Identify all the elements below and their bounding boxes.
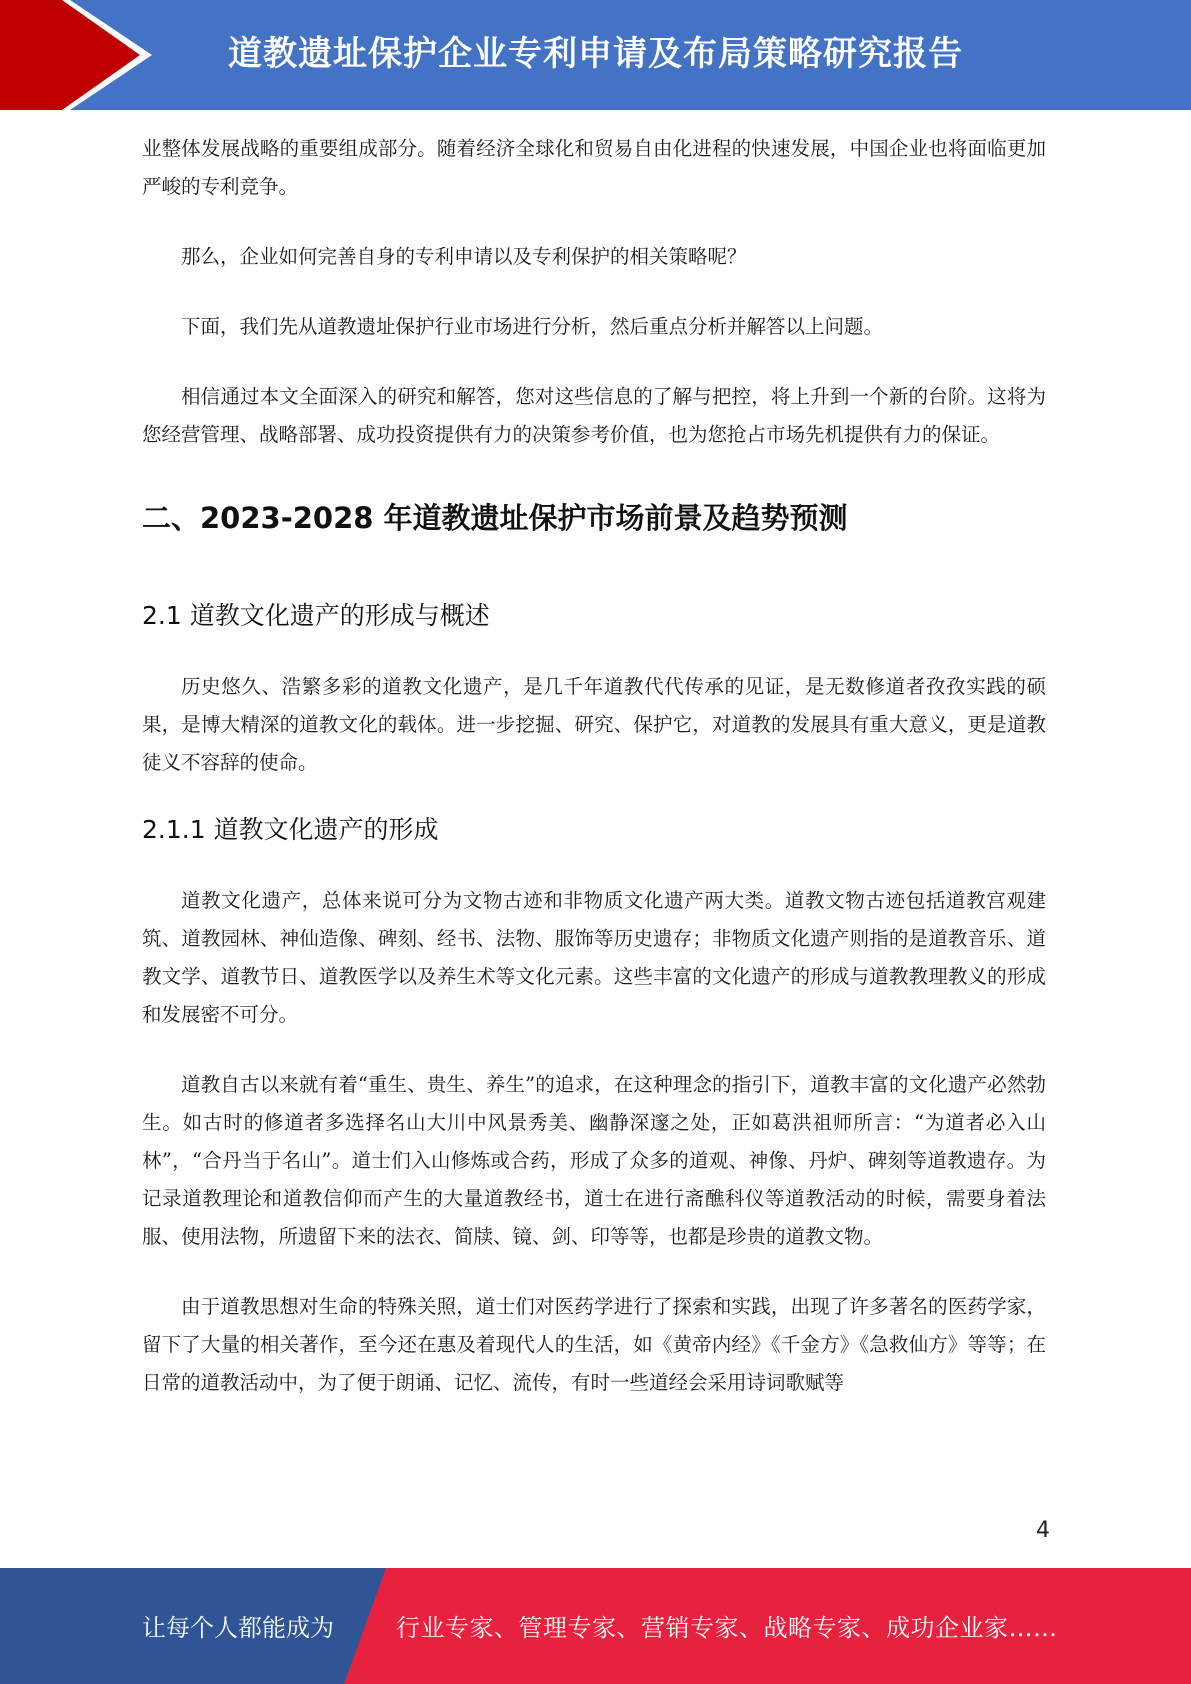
paragraph-question: 那么，企业如何完善自身的专利申请以及专利保护的相关策略呢？ (181, 245, 747, 268)
paragraph-value: 相信通过本文全面深入的研究和解答，您对这些信息的了解与把控，将上升到一个新的台阶。这将为您经营管理、战略部署、成功投资提供有力的决策参考价值，也为您抢占市场先机提供有力的保证。 (142, 385, 1046, 446)
page-number: 4 (1036, 1518, 1050, 1543)
subsection-heading-2-1: 2.1 道教文化遗产的形成与概述 (142, 601, 490, 630)
paragraph-overview: 历史悠久、浩繁多彩的道教文化遗产，是几千年道教代代传承的见证，是无数修道者孜孜实践的硕果，是博大精深的道教文化的载体。进一步挖掘、研究、保护它，对道教的发展具有重大意义，更是道教徒义不容辞的使命。 (142, 675, 1046, 774)
footer-slogan-left: 让每个人都能成为 (142, 1614, 334, 1642)
footer-slogan-right: 行业专家、管理专家、营销专家、战略专家、成功企业家…… (396, 1614, 1058, 1642)
document-body (142, 130, 1046, 1402)
section-heading: 二、2023-2028 年道教遗址保护市场前景及趋势预测 (142, 501, 848, 535)
subsection-heading-2-1-1: 2.1.1 道教文化遗产的形成 (142, 815, 439, 844)
page-footer (0, 1568, 1191, 1684)
paragraph-heritage-origin: 道教自古以来就有着“重生、贵生、养生”的追求，在这种理念的指引下，道教丰富的文化遗产必然勃生。如古时的修道者多选择名山大川中风景秀美、幽静深邃之处，正如葛洪祖师所言：“为道者必入山林”，“合丹当于名山”。道士们入山修炼或合药，形成了众多的道观、神像、丹炉、碑刻等道教遗存。为记录道教理论和道教信仰而产生的大量道教经书，道士在进行斋醮科仪等道教活动的时候，需要身着法服、使用法物，所遗留下来的法衣、简牍、镜、剑、印等等，也都是珍贵的道教文物。 (142, 1073, 1046, 1248)
page-header (0, 0, 1191, 110)
header-title: 道教遗址保护企业专利申请及布局策略研究报告 (228, 34, 963, 74)
paragraph-continued: 业整体发展战略的重要组成部分。随着经济全球化和贸易自由化进程的快速发展，中国企业也将面临更加严峻的专利竞争。 (142, 137, 1046, 198)
paragraph-heritage-types: 道教文化遗产，总体来说可分为文物古迹和非物质文化遗产两大类。道教文物古迹包括道教宫观建筑、道教园林、神仙造像、碑刻、经书、法物、服饰等历史遗存；非物质文化遗产则指的是道教音乐、道教文学、道教节日、道教医学以及养生术等文化元素。这些丰富的文化遗产的形成与道教教理教义的形成和发展密不可分。 (142, 889, 1046, 1026)
paragraph-intro: 下面，我们先从道教遗址保护行业市场进行分析，然后重点分析并解答以上问题。 (181, 315, 884, 338)
header-chevron-icon (0, 0, 160, 110)
paragraph-medicine: 由于道教思想对生命的特殊关照，道士们对医药学进行了探索和实践，出现了许多著名的医药学家，留下了大量的相关著作，至今还在惠及着现代人的生活，如《黄帝内经》《千金方》《急救仙方》等等；在日常的道教活动中，为了便于朗诵、记忆、流传，有时一些道经会采用诗词歌赋等 (142, 1295, 1046, 1394)
